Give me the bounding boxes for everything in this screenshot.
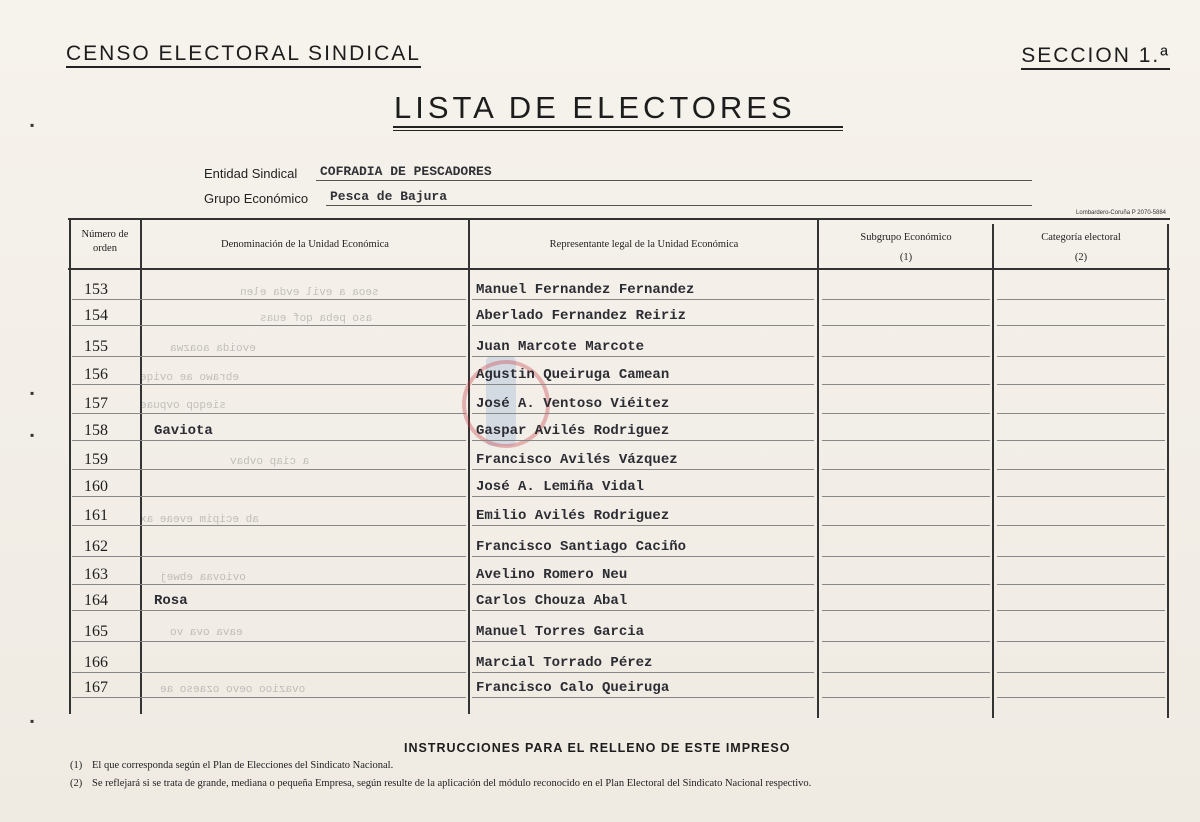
- row-number: 164: [84, 592, 108, 609]
- col-divider-1: [140, 218, 142, 714]
- col-header-categoria: Categoría electoral: [1041, 232, 1121, 243]
- row-rule: [822, 469, 990, 470]
- row-rule: [997, 641, 1165, 642]
- bleed-text: oviovaa ebwej: [160, 572, 246, 584]
- row-rule: [997, 496, 1165, 497]
- bleed-text: eava ova vo: [170, 627, 243, 639]
- row-rule: [822, 610, 990, 611]
- bleed-text: sieqop ovpuae: [140, 400, 226, 412]
- col-divider-4: [992, 224, 994, 718]
- row-rule: [472, 440, 814, 441]
- row-rule: [822, 697, 990, 698]
- row-number: 159: [84, 451, 108, 468]
- printer-mark: Lombardero-Coruña P 2070-5884: [1076, 210, 1166, 216]
- table-right-border: [1167, 224, 1169, 718]
- table-left-border: [69, 218, 71, 714]
- row-rule: [72, 610, 466, 611]
- row-rule: [472, 384, 814, 385]
- row-number: 163: [84, 566, 108, 583]
- row-rule: [72, 496, 466, 497]
- entidad-label: Entidad Sindical: [204, 166, 298, 181]
- row-representante: Aberlado Fernandez Reiriz: [476, 308, 687, 324]
- row-rule: [822, 584, 990, 585]
- row-number: 161: [84, 507, 108, 524]
- row-representante: Francisco Santiago Caciño: [476, 539, 687, 555]
- row-number: 154: [84, 307, 108, 324]
- row-rule: [997, 413, 1165, 414]
- row-rule: [472, 469, 814, 470]
- row-rule: [997, 556, 1165, 557]
- row-representante: Manuel Fernandez Fernandez: [476, 282, 695, 298]
- instruction-note-1: [70, 760, 393, 771]
- row-unidad: Rosa: [154, 593, 188, 609]
- row-representante: Marcial Torrado Pérez: [476, 655, 653, 671]
- row-rule: [72, 413, 466, 414]
- row-rule: [997, 356, 1165, 357]
- row-rule: [72, 356, 466, 357]
- table-header-border: [68, 268, 1170, 270]
- row-representante: José A. Ventoso Viéitez: [476, 396, 670, 412]
- row-rule: [822, 525, 990, 526]
- row-representante: Avelino Romero Neu: [476, 567, 628, 583]
- row-rule: [472, 697, 814, 698]
- grupo-value: Pesca de Bajura: [330, 189, 448, 204]
- row-rule: [472, 556, 814, 557]
- row-unidad: Gaviota: [154, 423, 213, 439]
- row-rule: [72, 672, 466, 673]
- entidad-line: [316, 180, 1032, 181]
- title-underline: [393, 126, 843, 128]
- row-number: 156: [84, 366, 108, 383]
- note-1-text: El que corresponda según el Plan de Elecciones del Sindicato Nacional.: [92, 760, 394, 771]
- row-rule: [822, 672, 990, 673]
- margin-mark: ▪: [30, 428, 35, 442]
- bleed-text: ebrawo ae oviqe: [140, 372, 240, 384]
- row-rule: [822, 413, 990, 414]
- row-rule: [822, 384, 990, 385]
- page-title: LISTA DE ELECTORES: [394, 90, 796, 125]
- row-rule: [822, 496, 990, 497]
- row-number: 155: [84, 338, 108, 355]
- col-header-numero: Número de orden: [81, 229, 129, 254]
- col-header-subgrupo: Subgrupo Económico: [860, 232, 952, 243]
- row-rule: [997, 584, 1165, 585]
- bleed-text: aso peba qof euas: [260, 313, 373, 325]
- row-rule: [72, 697, 466, 698]
- row-rule: [997, 697, 1165, 698]
- row-number: 153: [84, 281, 108, 298]
- row-rule: [997, 299, 1165, 300]
- row-rule: [72, 384, 466, 385]
- row-rule: [72, 584, 466, 585]
- row-rule: [472, 641, 814, 642]
- row-rule: [72, 525, 466, 526]
- margin-mark: ▪: [30, 386, 35, 400]
- row-rule: [472, 525, 814, 526]
- row-rule: [472, 584, 814, 585]
- row-rule: [472, 610, 814, 611]
- col-divider-2: [468, 218, 470, 714]
- row-representante: Carlos Chouza Abal: [476, 593, 628, 609]
- row-rule: [822, 356, 990, 357]
- instructions-title: INSTRUCCIONES PARA EL RELLENO DE ESTE IMPRESO: [404, 741, 791, 755]
- col-header-representante: Representante legal de la Unidad Económica: [549, 239, 739, 250]
- entidad-value: COFRADIA DE PESCADORES: [320, 164, 492, 179]
- row-rule: [997, 469, 1165, 470]
- row-rule: [72, 440, 466, 441]
- note-1-number: (1): [70, 760, 83, 771]
- row-number: 157: [84, 395, 108, 412]
- row-rule: [997, 440, 1165, 441]
- row-number: 167: [84, 679, 108, 696]
- row-rule: [822, 325, 990, 326]
- row-rule: [472, 496, 814, 497]
- margin-mark: ▪: [30, 118, 35, 132]
- bleed-text: a ciap ovbav: [230, 456, 310, 468]
- row-rule: [472, 325, 814, 326]
- col-header-denominacion: Denominación de la Unidad Económica: [221, 239, 389, 250]
- row-rule: [72, 641, 466, 642]
- title-underline-thin: [393, 130, 843, 131]
- row-representante: Francisco Calo Queiruga: [476, 680, 670, 696]
- row-rule: [822, 556, 990, 557]
- row-representante: José A. Lemiña Vidal: [476, 479, 645, 495]
- row-number: 162: [84, 538, 108, 555]
- census-title: CENSO ELECTORAL SINDICAL: [66, 42, 421, 68]
- row-rule: [822, 641, 990, 642]
- col-header-categoria-note: (2): [1074, 252, 1088, 263]
- margin-mark: ▪: [30, 714, 35, 728]
- row-rule: [472, 356, 814, 357]
- bleed-text: seoa a evil evda elen: [240, 287, 379, 299]
- row-rule: [72, 299, 466, 300]
- note-2-text: Se reflejará si se trata de grande, mediana o pequeña Empresa, según resulte de la aplicación del módulo reconocido en el Plan Electoral del Sindicato Nacional respectivo.: [92, 778, 812, 789]
- grupo-label: Grupo Económico: [204, 191, 309, 206]
- bleed-text: evoida aoazwa: [170, 343, 256, 355]
- row-representante: Gaspar Avilés Rodriguez: [476, 423, 670, 439]
- note-2-number: (2): [70, 778, 83, 789]
- instruction-note-2: [70, 778, 811, 789]
- grupo-line: [326, 205, 1032, 206]
- row-rule: [997, 325, 1165, 326]
- row-representante: Manuel Torres Garcia: [476, 624, 645, 640]
- table-top-border: [68, 218, 1170, 220]
- row-rule: [72, 556, 466, 557]
- row-rule: [822, 440, 990, 441]
- row-representante: Francisco Avilés Vázquez: [476, 452, 678, 468]
- row-rule: [72, 469, 466, 470]
- row-number: 166: [84, 654, 108, 671]
- row-rule: [997, 672, 1165, 673]
- row-number: 160: [84, 478, 108, 495]
- row-rule: [472, 299, 814, 300]
- bleed-text: ovazioo oevo ozaeso ae: [160, 684, 306, 696]
- col-divider-3: [817, 218, 819, 718]
- row-representante: Juan Marcote Marcote: [476, 339, 645, 355]
- row-rule: [997, 384, 1165, 385]
- bleed-text: ab ecipim eveae ax: [140, 514, 259, 526]
- row-number: 165: [84, 623, 108, 640]
- row-rule: [72, 325, 466, 326]
- row-rule: [472, 413, 814, 414]
- col-header-subgrupo-note: (1): [899, 252, 913, 263]
- row-rule: [997, 525, 1165, 526]
- row-rule: [997, 610, 1165, 611]
- section-label: SECCION 1.ª: [1021, 44, 1170, 70]
- row-representante: Emilio Avilés Rodriguez: [476, 508, 670, 524]
- row-rule: [472, 672, 814, 673]
- row-rule: [822, 299, 990, 300]
- row-number: 158: [84, 422, 108, 439]
- row-representante: Agustin Queiruga Camean: [476, 367, 670, 383]
